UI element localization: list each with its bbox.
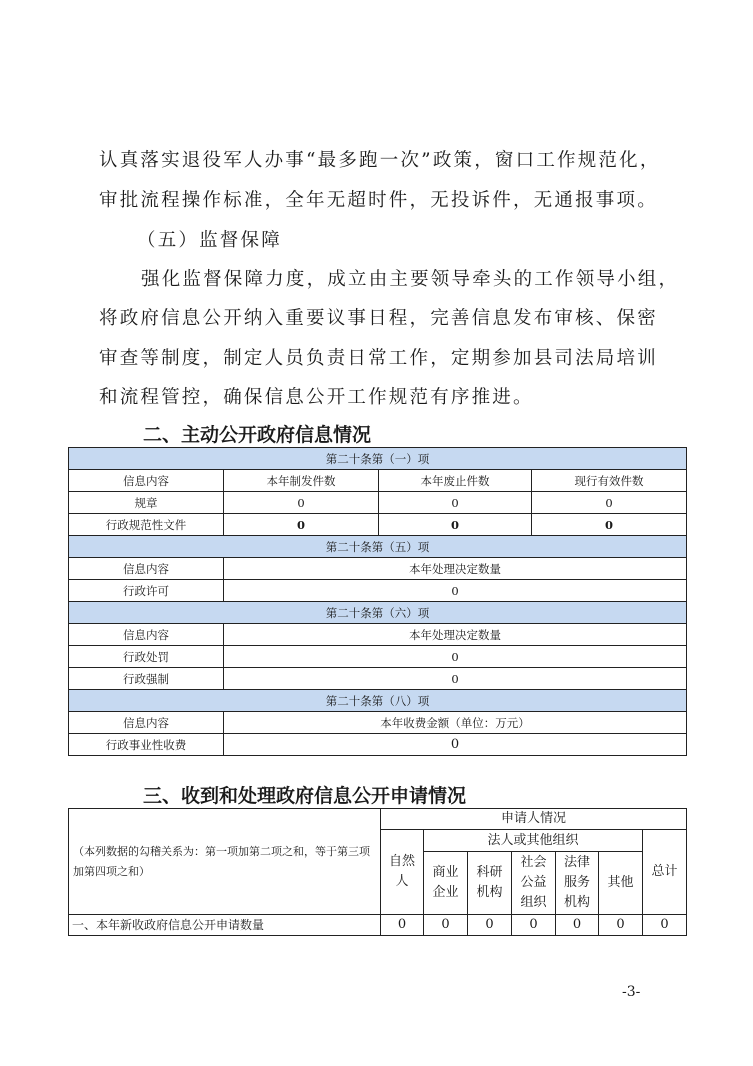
column-header: 本年处理决定数量 (224, 624, 687, 646)
row-label: 行政规范性文件 (69, 514, 224, 536)
table-row (69, 492, 687, 514)
org-column-header: 法律 服务 机构 (556, 852, 599, 915)
cell-value: 0 (556, 915, 599, 936)
cell-value: 0 (599, 915, 643, 936)
subsection-heading: （五）监督保障 (137, 230, 282, 251)
item5-header-row (69, 536, 687, 558)
cell-value: 0 (643, 915, 687, 936)
org-column-header: 其他 (599, 852, 643, 915)
item8-header-row (69, 690, 687, 712)
column-header: 本年废止件数 (379, 470, 532, 492)
table-row (69, 915, 687, 936)
column-header: 信息内容 (69, 470, 224, 492)
total-header: 总计 (643, 830, 687, 915)
cell-value: 0 (468, 915, 512, 936)
item5-columns-row (69, 558, 687, 580)
table-row (69, 734, 687, 756)
column-header: 信息内容 (69, 712, 224, 734)
body-paragraph-line: 强化监督保障力度，成立由主要领导牵头的工作领导小组， (141, 269, 680, 290)
applicant-header: 申请人情况 (381, 809, 687, 830)
body-paragraph-line: 审批流程操作标准，全年无超时件，无投诉件，无通报事项。 (99, 190, 658, 211)
proactive-disclosure-table (68, 447, 687, 756)
application-table (68, 808, 687, 936)
section-header: 第二十条第（八）项 (69, 690, 687, 712)
cell-value: 0 (224, 668, 687, 690)
cell-value: 0 (224, 580, 687, 602)
table-row (69, 514, 687, 536)
org-column-header: 科研 机构 (468, 852, 512, 915)
org-column-header: 社会 公益 组织 (512, 852, 556, 915)
column-header: 本年处理决定数量 (224, 558, 687, 580)
body-paragraph-line: 审查等制度，制定人员负责日常工作，定期参加县司法局培训 (99, 348, 658, 369)
section-header: 第二十条第（一）项 (69, 448, 687, 470)
item8-columns-row (69, 712, 687, 734)
item1-header-row (69, 448, 687, 470)
item6-columns-row (69, 624, 687, 646)
body-paragraph-line: 认真落实退役军人办事“最多跑一次”政策，窗口工作规范化， (99, 150, 661, 171)
applicant-header-row (69, 809, 687, 830)
item1-columns-row (69, 470, 687, 492)
column-header: 本年收费金额（单位：万元） (224, 712, 687, 734)
natural-person-header: 自然 人 (381, 830, 424, 915)
row-label: 一、本年新收政府信息公开申请数量 (69, 915, 381, 936)
cell-value: 0 (381, 915, 424, 936)
section-header: 第二十条第（五）项 (69, 536, 687, 558)
cell-value: 0 (379, 492, 532, 514)
cell-value: 0 (379, 514, 532, 536)
page-number: -3- (622, 984, 641, 1000)
section-3-title: 三、收到和处理政府信息公开申请情况 (143, 785, 467, 807)
row-label: 行政处罚 (69, 646, 224, 668)
body-paragraph-line: 将政府信息公开纳入重要议事日程，完善信息发布审核、保密 (99, 308, 658, 329)
row-label: 行政许可 (69, 580, 224, 602)
row-label: 规章 (69, 492, 224, 514)
item6-header-row (69, 602, 687, 624)
cell-value: 0 (532, 514, 687, 536)
table-row (69, 580, 687, 602)
column-header: 现行有效件数 (532, 470, 687, 492)
cell-value: 0 (224, 514, 379, 536)
note-cell: （本列数据的勾稽关系为：第一项加第二项之和，等于第三项加第四项之和） (69, 809, 381, 915)
cell-value: 0 (224, 734, 687, 756)
column-header: 信息内容 (69, 558, 224, 580)
column-header: 本年制发件数 (224, 470, 379, 492)
section-header: 第二十条第（六）项 (69, 602, 687, 624)
table-row (69, 668, 687, 690)
cell-value: 0 (224, 646, 687, 668)
section-2-title: 二、主动公开政府信息情况 (143, 424, 372, 446)
table-row (69, 646, 687, 668)
org-header: 法人或其他组织 (424, 830, 643, 852)
row-label: 行政强制 (69, 668, 224, 690)
cell-value: 0 (532, 492, 687, 514)
column-header: 信息内容 (69, 624, 224, 646)
row-label: 行政事业性收费 (69, 734, 224, 756)
cell-value: 0 (424, 915, 468, 936)
org-column-header: 商业 企业 (424, 852, 468, 915)
body-paragraph-line: 和流程管控，确保信息公开工作规范有序推进。 (99, 387, 534, 408)
cell-value: 0 (512, 915, 556, 936)
cell-value: 0 (224, 492, 379, 514)
